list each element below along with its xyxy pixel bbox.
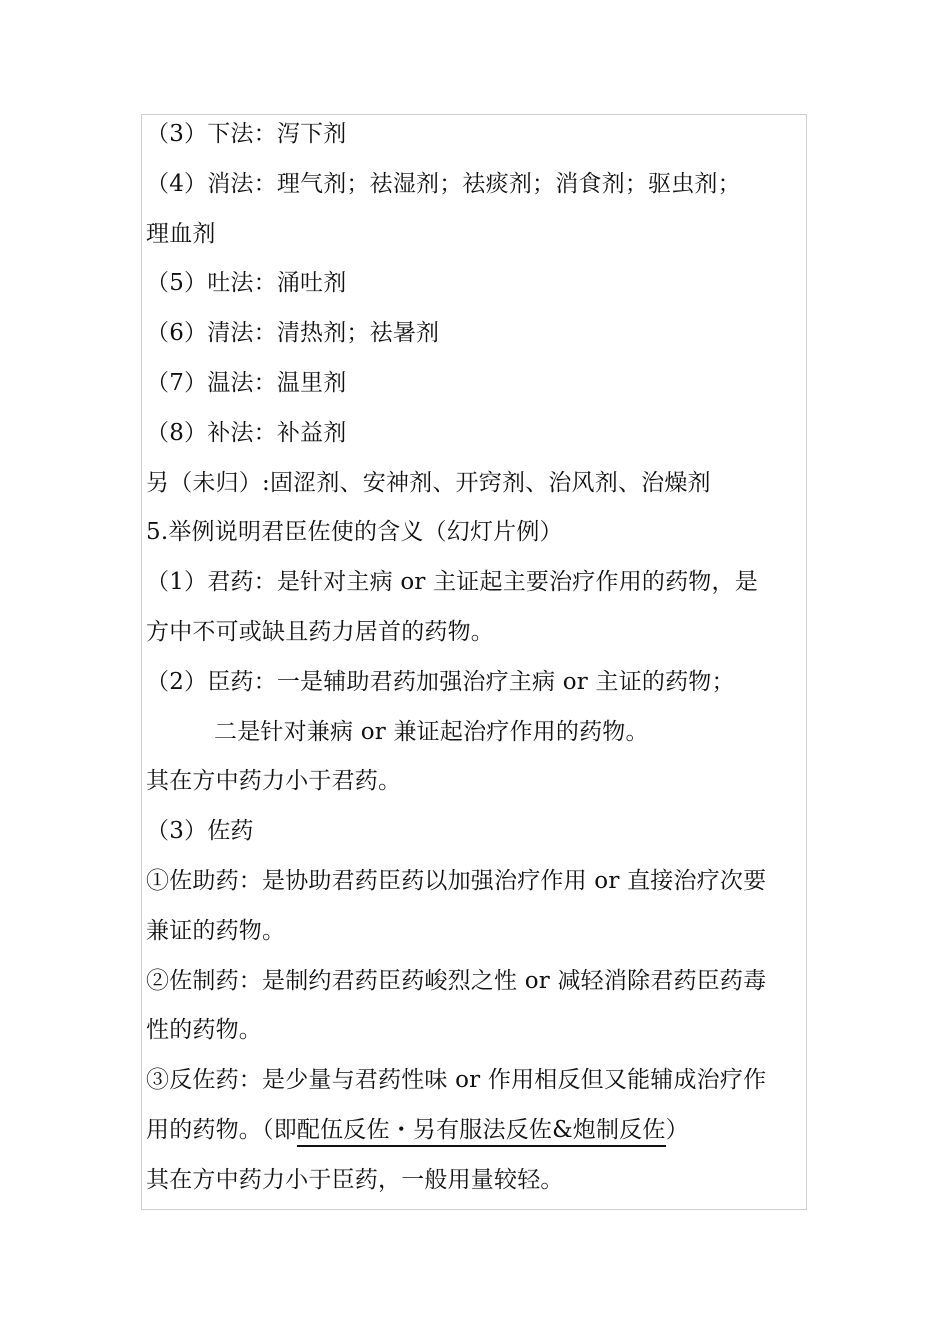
text-line: （2）臣药：一是辅助君药加强治疗主病 or 主证的药物； bbox=[146, 668, 735, 695]
text-line: 性的药物。 bbox=[146, 1017, 262, 1044]
text-line: （4）消法：理气剂；祛湿剂；祛痰剂；消食剂；驱虫剂； bbox=[146, 170, 741, 197]
text-line: 其在方中药力小于臣药，一般用量较轻。 bbox=[146, 1166, 564, 1193]
text-segment: 用的药物。（即 bbox=[146, 1116, 297, 1143]
text-line: 兼证的药物。 bbox=[146, 917, 286, 944]
text-segment: ） bbox=[665, 1116, 689, 1143]
text-line: （8）补法：补益剂 bbox=[146, 419, 347, 446]
text-line: 理血剂 bbox=[146, 220, 216, 247]
underlined-text: 配伍反佐・另有服法反佐&炮制反佐 bbox=[297, 1117, 666, 1147]
text-line: ③反佐药：是少量与君药性味 or 作用相反但又能辅成治疗作 bbox=[146, 1067, 767, 1094]
text-line: （3）佐药 bbox=[146, 818, 254, 845]
text-line: 方中不可或缺且药力居首的药物。 bbox=[146, 618, 494, 645]
text-line: 其在方中药力小于君药。 bbox=[146, 768, 402, 795]
text-line-indented: 二是针对兼病 or 兼证起治疗作用的药物。 bbox=[214, 718, 649, 745]
section-heading: 5.举例说明君臣佐使的含义（幻灯片例） bbox=[146, 519, 563, 546]
text-line: （6）清法：清热剂；祛暑剂 bbox=[146, 320, 440, 347]
text-line-with-underline bbox=[146, 1106, 806, 1156]
text-line: （7）温法：温里剂 bbox=[146, 369, 347, 396]
text-line: 另（未归）:固涩剂、安神剂、开窍剂、治风剂、治燥剂 bbox=[146, 469, 711, 496]
text-line: ②佐制药：是制约君药臣药峻烈之性 or 减轻消除君药臣药毒 bbox=[146, 967, 767, 994]
text-line: （5）吐法：涌吐剂 bbox=[146, 270, 347, 297]
document-body bbox=[146, 110, 806, 1206]
text-line: （1）君药：是针对主病 or 主证起主要治疗作用的药物，是 bbox=[146, 569, 758, 596]
text-line: （3）下法：泻下剂 bbox=[146, 121, 347, 147]
text-line: ①佐助药：是协助君药臣药以加强治疗作用 or 直接治疗次要 bbox=[146, 867, 767, 894]
